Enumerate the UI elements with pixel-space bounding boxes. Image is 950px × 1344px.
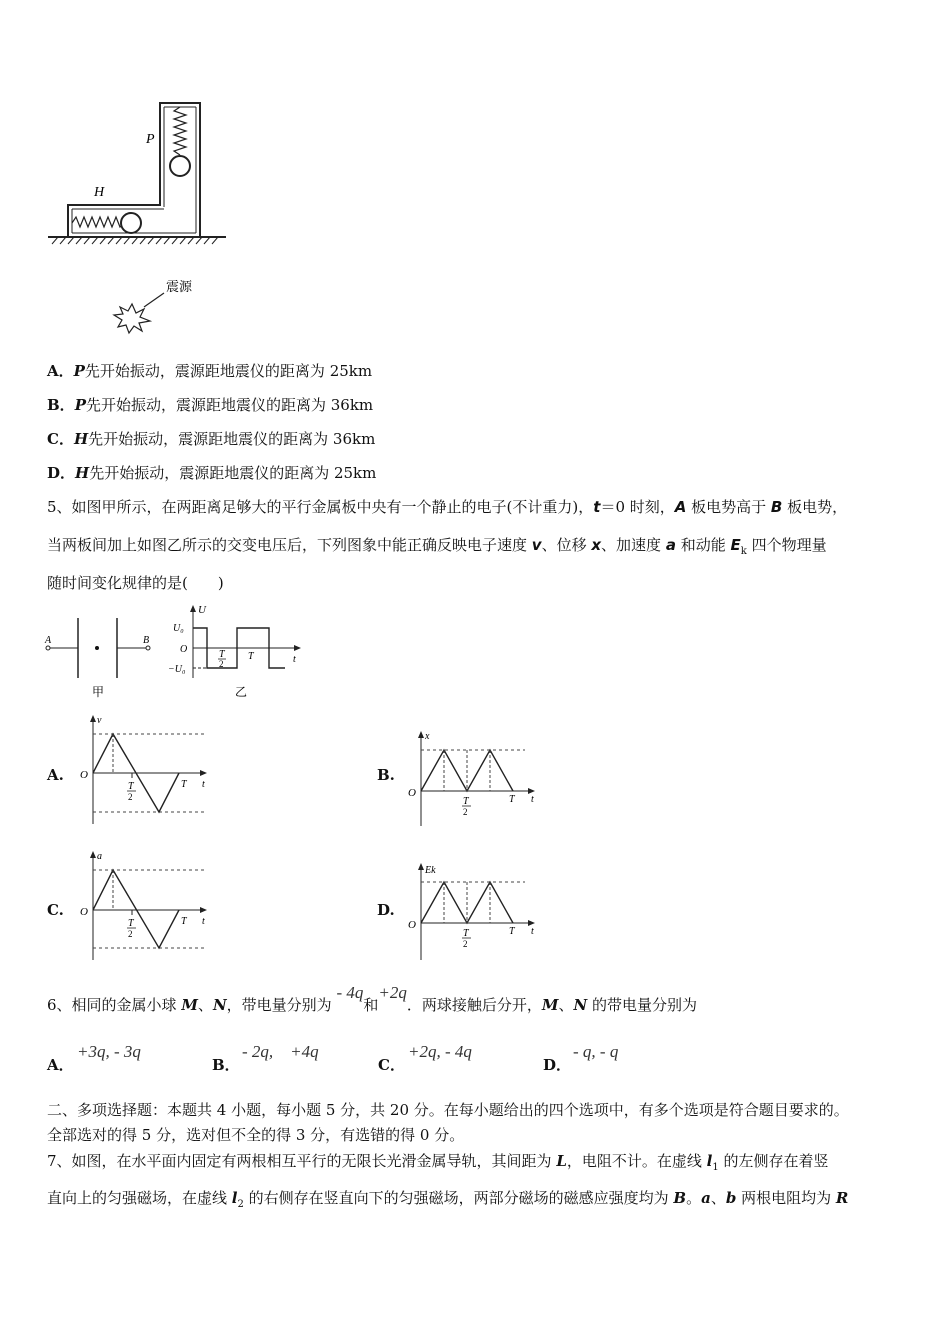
section2-heading: 二、多项选择题：本题共 4 小题，每小题 5 分，共 20 分。在每小题给出的四个选项中，有多个选项是符合题目要求的。 [47,1101,849,1119]
yi-u-axis-label: U [198,604,206,616]
graph-a-half-den: 2 [128,792,133,802]
graph-b-half-num: T [463,796,469,807]
caption-yi: 乙 [235,685,248,699]
graph-d-half-den: 2 [463,939,468,949]
q5-line-1: 5、如图甲所示，在两距离足够大的平行金属板中央有一个静止的电子(不计重力)，t＝0 时刻，A 板电势高于 B 板电势， [47,498,848,516]
q4-option-d[interactable]: D．H先开始振动，震源距地震仪的距离为 25km [47,464,377,482]
graph-a-half-num: T [128,781,134,792]
graph-b-full-t: T [509,794,515,805]
graph-b-t-axis: t [531,794,534,805]
yi-half-t-den: 2 [219,659,224,669]
graph-c-t-axis: t [202,916,205,927]
q7-line-1: 7、如图，在水平面内固定有两根相互平行的无限长光滑金属导轨，其间距为 L，电阻不计。在虚线 $l_1$ 的左侧存在着竖 [47,1152,829,1173]
q6-option-a[interactable]: A． +3q, - 3q [47,1042,141,1074]
ground-hatch [52,237,218,244]
graph-d-full-t: T [509,926,515,937]
q5-line-2: 当两板间加上如图乙所示的交变电压后，下列图象中能正确反映电子速度 v、位移 x、加速度 a 和动能 $E_k$ 四个物理量 [47,536,827,557]
yi-origin-label: O [180,644,188,655]
graph-d-origin: O [408,919,416,931]
q5-graph-b-displacement[interactable] [403,728,548,830]
q4-option-a[interactable]: A．P先开始振动，震源距地震仪的距离为 25km [47,362,373,380]
figure-jia [40,610,165,702]
label-p: P [146,132,155,147]
q7-line-2: 直向上的匀强磁场，在虚线 $l_2$ 的右侧存在竖直向下的匀强磁场，两部分磁场的磁感应强度均为 B。a、b 两根电阻均为 R [47,1189,849,1210]
caption-jia: 甲 [92,685,105,699]
q5-graph-a-velocity[interactable] [75,712,220,832]
graph-a-t-axis: t [202,779,205,790]
q5-option-a-letter[interactable]: A. [47,766,64,784]
q4-option-c[interactable]: C．H先开始振动，震源距地震仪的距离为 36km [47,430,376,448]
graph-c-origin: O [80,906,88,918]
q6-stem: 6、相同的金属小球 M、N，带电量分别为 - 4q和+2q．两球接触后分开，M、N 的带电量分别为 [47,983,698,1014]
q5-line-3: 随时间变化规律的是( ) [47,574,224,592]
plate-a-label: A [45,635,52,646]
graph-b-origin: O [408,787,416,799]
q5-graph-c-acceleration[interactable] [75,848,220,963]
label-h: H [94,185,105,200]
q6-option-c[interactable]: C． +2q, - 4q [378,1042,472,1074]
yi-full-t: T [248,651,254,662]
ball-h [121,213,141,233]
q5-option-c-letter[interactable]: C. [47,901,64,919]
yi-neg-u0-label: −U₀ [168,664,186,675]
q5-option-d-letter[interactable]: D. [377,901,395,919]
section2-scoring: 全部选对的得 5 分，选对但不全的得 3 分，有选错的得 0 分。 [47,1126,465,1144]
seismograph-figure [40,95,240,340]
graph-d-t-axis: t [531,926,534,937]
l-frame-inner [70,105,162,207]
charge-minus-4q: - 4q [336,983,364,1002]
epicenter-icon [114,304,150,333]
plate-b-label: B [143,635,150,646]
graph-c-full-t: T [181,916,187,927]
charge-plus-2q: +2q [378,983,407,1002]
graph-d-half-num: T [463,928,469,939]
q5-option-b-letter[interactable]: B. [377,766,395,784]
q6-option-d[interactable]: D． - q, - q [543,1042,619,1074]
graph-b-half-den: 2 [463,807,468,817]
graph-c-y-label: a [97,851,102,862]
electron-dot [95,646,99,650]
q5-graph-d-kinetic-energy[interactable] [403,860,548,964]
figure-yi-voltage-graph [165,600,310,700]
graph-a-origin: O [80,769,88,781]
q4-option-b[interactable]: B．P先开始振动，震源距地震仪的距离为 36km [47,396,374,414]
yi-u0-label: U₀ [173,623,184,634]
graph-b-y-label: x [425,731,430,742]
graph-c-half-den: 2 [128,929,133,939]
horizontal-spring [72,217,124,227]
yi-half-t-num: T [219,649,225,660]
graph-a-y-label: v [97,715,102,726]
acceleration-curve [93,870,179,948]
ball-p [170,156,190,176]
graph-d-y-label: Ek [425,865,436,876]
q6-option-b[interactable]: B． - 2q, +4q [212,1042,319,1074]
vertical-spring [174,107,186,155]
graph-c-half-num: T [128,918,134,929]
graph-a-full-t: T [181,779,187,790]
yi-t-axis-label: t [293,654,296,665]
epicenter-label: 震源 [166,279,193,294]
